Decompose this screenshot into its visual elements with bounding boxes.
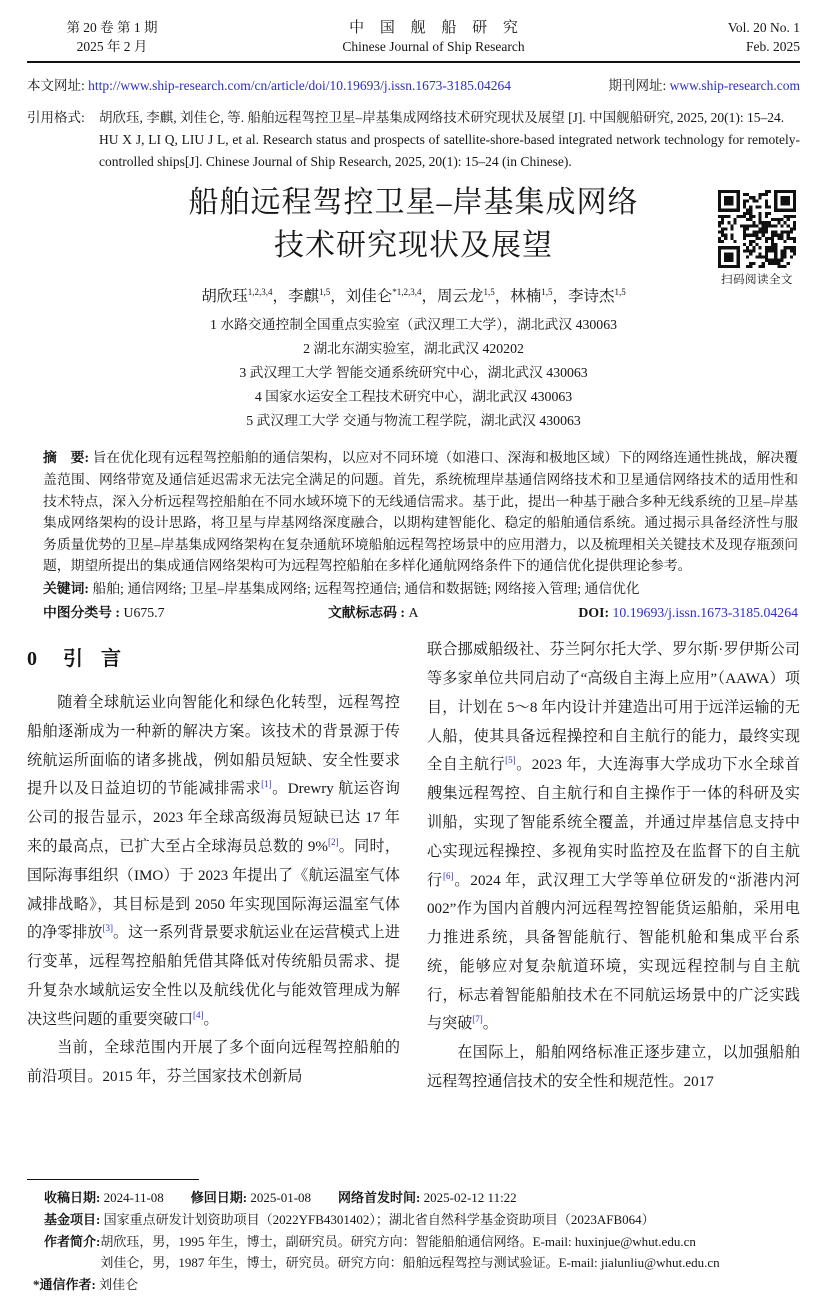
qr-code-block — [712, 190, 802, 287]
doc-code-label: 文献标志码 : — [328, 604, 409, 620]
author-affiliation-sup: 1,5 — [483, 287, 495, 298]
author-affiliation-sup: 1,5 — [541, 287, 553, 298]
url-row — [27, 74, 800, 94]
revised-value: 2025-01-08 — [250, 1190, 312, 1206]
article-url-group — [27, 74, 511, 94]
keywords-text: 船舶; 通信网络; 卫星–岸基集成网络; 远程驾控通信; 通信和数据链; 网络接入管理; 通信优化 — [92, 580, 640, 596]
author-affiliation-sup: 1,5 — [318, 287, 331, 298]
bio-content — [100, 1231, 800, 1275]
citation-cn: 胡欣珏, 李麒, 刘佳仑, 等. 船舶远程驾控卫星–岸基集成网络技术研究现状及展望 [J]. 中国舰船研究, 2025, 20(1): 15–24. — [99, 110, 785, 125]
text-segment: 。 — [203, 1011, 219, 1028]
text-segment: ，李麒 — [272, 288, 319, 306]
corresponding-author-label: *通信作者: — [33, 1277, 100, 1293]
body-paragraph — [27, 689, 400, 1035]
revised-date — [191, 1187, 311, 1209]
affiliation-2: 2 湖北东湖实验室，湖北武汉 420202 — [303, 341, 524, 357]
article-url-label: 本文网址: — [27, 78, 89, 93]
bio-label: 作者简介: — [44, 1233, 101, 1249]
received-label: 收稿日期: — [44, 1190, 104, 1206]
citation-label: 引用格式: — [27, 110, 85, 125]
revised-label: 修回日期: — [190, 1190, 251, 1206]
abstract-text: 旨在优化现有远程驾控船舶的通信架构，以应对不同环境（如港口、深海和极地区域）下的网络连通性挑战，解决覆盖范围、网络带宽及通信延迟需求无法完全满足的问题。首先，系统梳理岸基通信网络技术和卫星通信网络技术的适用性和技术特点，深入分析远程驾控船舶在不同水域环境下的无线通信需求。基于此，提出一种基于融合多种无线系统的卫星–岸基集成网络架构的设计思路，将卫星与岸基网络深度融合，以期构建智能化、稳定的船舶通信系统。通过揭示具备经济性与服务质量优势的卫星–岸基集成网络架构在复杂通航环境船舶远程驾控场景中的应用潜力，以及梳理相关关键技术及现存瓶颈问题，期望所提出的集成通信网络架构可为远程驾控船舶在多样化通航网络条件下的通信优化提供理论参考。 — [43, 450, 798, 574]
text-segment: ，林楠 — [494, 288, 542, 306]
corresponding-author-value: 刘佳仑 — [99, 1277, 139, 1293]
journal-url-link[interactable]: www.ship-research.com — [669, 78, 800, 93]
body-column-right — [427, 636, 800, 1104]
citation-block — [27, 107, 800, 172]
qr-code-svg — [716, 190, 798, 268]
body-paragraph — [427, 636, 800, 1039]
text-segment: 。这一系列背景要求航运业在运营模式上进行变革，远程驾控船舶凭借其降低对传统船员需求、提升复杂水域航运安全性以及航线优化与能效管理成为解决这些问题的重要突破口 — [27, 925, 400, 1028]
text-segment: 在国际上，船舶网络标准正逐步建立，以加强船舶远程驾控通信技术的安全性和规范性。2017 — [427, 1045, 800, 1091]
fund-row — [27, 1209, 800, 1231]
text-segment: 当前，全球范围内开展了多个面向远程驾控船舶的前沿项目。2015 年，芬兰国家技术创新局 — [27, 1040, 400, 1086]
text-segment: 。2023 年，大连海事大学成功下水全球首艘集远程驾控、自主航行和自主操作于一体的科研及实训船，实现了智能系统全覆盖，并通过岸基信息支持中心实现远程操控、多视角实时监控及在监督下的自主航行 — [427, 757, 800, 889]
issue-date-en: Feb. 2025 — [746, 39, 800, 54]
section-title: 引言 — [63, 648, 139, 671]
text-segment: 。同时，国际海事组织（IMO）于 2023 年提出了《航运温室气体减排战略》，其目标是到 2050 年实现国际海运温室气体的净零排放 — [27, 838, 400, 942]
keywords-line — [43, 578, 798, 600]
journal-url-label: 期刊网址: — [608, 78, 670, 93]
author-affiliation-sup: 1,5 — [614, 287, 626, 298]
section-number: 0 — [27, 648, 37, 671]
text-segment: 。Drewry 航运咨询公司的报告显示，2023 年全球高级海员短缺已达 17 年来的最高点，已扩大至占全球海员总数的 9% — [27, 781, 400, 855]
classification-row — [43, 602, 798, 624]
doi-link[interactable]: 10.19693/j.issn.1673-3185.04264 — [612, 604, 798, 620]
citation-ref[interactable]: [2] — [327, 836, 339, 847]
article-title-line1: 船舶远程驾控卫星–岸基集成网络 — [188, 186, 639, 220]
doc-code-value: A — [408, 604, 419, 620]
masthead-volume-issue — [27, 18, 197, 56]
citation-en: HU X J, LI Q, LIU J L, et al. Research status and prospects of satellite-shore-based integrated network technology for remotely-controlled ships[J]. Chinese Journal of Ship Research, 2025, 20(1): 15–24 (in Chinese). — [99, 131, 800, 169]
body-column-left — [27, 636, 400, 1104]
citation-ref[interactable]: [5] — [505, 755, 516, 766]
online-label: 网络首发时间: — [338, 1190, 424, 1206]
article-title-line2: 技术研究现状及展望 — [274, 229, 553, 263]
clc-value: U675.7 — [123, 604, 165, 620]
dates-row — [27, 1187, 800, 1209]
text-segment: 联合挪威船级社、芬兰阿尔托大学、罗尔斯·罗伊斯公司等多家单位共同启动了“高级自主海上应用”（AAWA）项目，计划在 5～8 年内设计并建造出可用于远洋运输的无人船，使其具备远程操控和自主航行的能力，最终实现全自主航行 — [427, 642, 800, 774]
citation-ref[interactable]: [7] — [472, 1014, 483, 1025]
issue-date-cn: 2025 年 2 月 — [76, 39, 148, 54]
footnote-block — [27, 1179, 800, 1296]
article-title-block — [27, 181, 800, 267]
doi-label: DOI: — [578, 604, 613, 620]
citation-ref[interactable]: [6] — [443, 870, 454, 881]
doi-group — [578, 602, 798, 624]
journal-title-cn: 中国舰船研究 — [349, 20, 534, 36]
article-title — [117, 181, 710, 267]
masthead-journal-title — [197, 19, 670, 56]
volume-issue-cn: 第 20 卷 第 1 期 — [66, 20, 158, 35]
footnote-rule — [27, 1179, 199, 1180]
keywords-label: 关键词: — [43, 580, 93, 596]
clc-label: 中图分类号 : — [43, 604, 124, 620]
article-url-link[interactable]: http://www.ship-research.com/cn/article/doi/10.19693/j.issn.1673-3185.04264 — [88, 78, 511, 93]
bio-author-2: 刘佳仑，男，1987 年生，博士，研究员。研究方向：船舶远程驾控与测试验证。E-mail: jialunliu@whut.edu.cn — [100, 1255, 720, 1271]
journal-url-group — [609, 74, 800, 94]
body-paragraph — [427, 1039, 800, 1097]
author-affiliation-sup: *1,2,3,4 — [392, 287, 422, 298]
citation-ref[interactable]: [1] — [261, 779, 272, 790]
text-segment: ，周云龙 — [421, 288, 484, 306]
volume-issue-en: Vol. 20 No. 1 — [727, 20, 800, 35]
bio-row — [27, 1231, 800, 1275]
author-list — [27, 284, 800, 306]
received-date — [44, 1187, 164, 1209]
affiliation-5: 5 武汉理工大学 交通与物流工程学院，湖北武汉 430063 — [246, 412, 581, 428]
affiliation-4: 4 国家水运安全工程技术研究中心，湖北武汉 430063 — [254, 388, 573, 404]
clc-group — [43, 602, 328, 624]
corresponding-author-row — [27, 1274, 800, 1296]
text-segment: ，李诗杰 — [552, 288, 615, 306]
text-segment: ，刘佳仑 — [330, 288, 393, 306]
fund-label: 基金项目: — [44, 1211, 104, 1227]
body-paragraph — [27, 1034, 400, 1092]
citation-ref[interactable]: [4] — [193, 1009, 204, 1020]
received-value: 2024-11-08 — [103, 1190, 164, 1206]
section-heading — [27, 645, 400, 674]
text-segment: 胡欣珏 — [201, 288, 248, 306]
fund-value: 国家重点研发计划资助项目（2022YFB4301402）；湖北省自然科学基金资助项目（2023AFB064） — [103, 1211, 655, 1227]
text-segment: 。2024 年，武汉理工大学等单位研发的“浙港内河 002”作为国内首艘内河远程驾控智能货运船舶，采用电力推进系统，具备智能航行、智能机舱和集成平台系统，能够应对复杂航道环境，实现远程控制与自主航行，标志着智能船舶技术在不同航运场景中的广泛实践与突破 — [427, 872, 800, 1033]
citation-content — [99, 107, 800, 172]
qr-caption: 扫码阅读全文 — [721, 274, 793, 286]
body-columns — [27, 636, 800, 1104]
affiliation-3: 3 武汉理工大学 智能交通系统研究中心，湖北武汉 430063 — [239, 364, 588, 380]
citation-ref[interactable]: [3] — [102, 923, 114, 934]
journal-title-en: Chinese Journal of Ship Research — [342, 39, 525, 54]
doc-code-group — [328, 602, 578, 624]
journal-masthead — [27, 18, 800, 63]
text-segment: 随着全球航运业向智能化和绿色化转型，远程驾控船舶逐渐成为一种新的解决方案。该技术的背景源于传统航运所面临的诸多挑战，例如船员短缺、安全性要求提升以及日益迫切的节能减排需求 — [27, 694, 400, 798]
online-date — [338, 1187, 517, 1209]
online-value: 2025-02-12 11:22 — [423, 1190, 517, 1206]
bio-author-1: 胡欣珏，男，1995 年生，博士，副研究员。研究方向：智能船舶通信网络。E-mail: huxinjue@whut.edu.cn — [100, 1233, 696, 1249]
abstract-label: 摘 要: — [43, 450, 93, 466]
abstract-paragraph — [43, 447, 798, 577]
author-affiliation-sup: 1,2,3,4 — [247, 287, 273, 298]
text-segment: 。 — [482, 1016, 498, 1033]
affiliation-1: 1 水路交通控制全国重点实验室（武汉理工大学），湖北武汉 430063 — [209, 317, 617, 333]
masthead-volume-en — [670, 18, 800, 56]
abstract-block — [43, 447, 798, 623]
affiliation-list — [27, 313, 800, 432]
